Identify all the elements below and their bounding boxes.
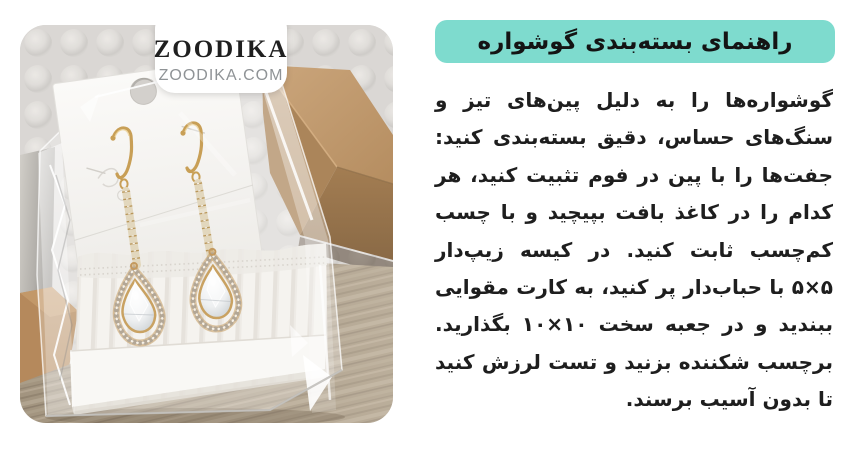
product-photo	[20, 25, 393, 423]
guide-content	[435, 20, 835, 419]
guide-title: راهنمای بسته‌بندی گوشواره	[477, 28, 793, 55]
guide-title-badge	[435, 20, 835, 63]
guide-paragraph: گوشواره‌ها را به دلیل پین‌های تیز و سنگ‌های حساس، دقیق بسته‌بندی کنید: جفت‌ها را با پین در فوم تثبیت کنید، هر کدام را در کاغذ بافت بپیچید و با چسب کم‌چسب ثابت کنید. در کیسه زیپ‌دار ۵×۵ با حباب‌دار پر کنید، به کارت مقوایی ببندید و در جعبه سخت ۱۰×۱۰ بگذارید. برچسب شکننده بزنید و تست لرزش کنید تا بدون آسیب برسند.	[435, 88, 834, 412]
brand-logo-badge	[155, 25, 287, 93]
brand-name: ZOODIKA	[153, 36, 289, 63]
brand-domain: ZOODIKA.COM	[158, 67, 284, 84]
